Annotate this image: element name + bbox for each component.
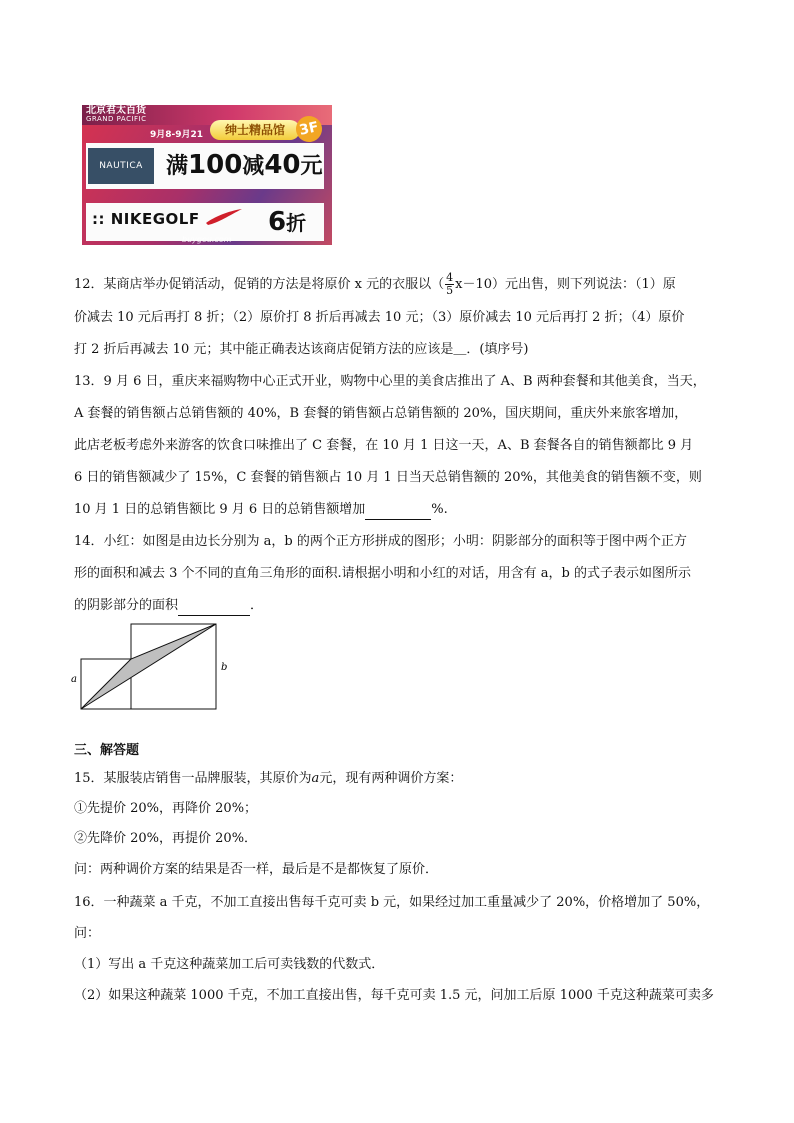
nautica-offer-text <box>166 149 323 183</box>
offer1-prefix: 满 <box>166 154 189 179</box>
store-name-en: GRAND PACIFIC <box>86 115 147 123</box>
q14-line-3 <box>74 597 724 616</box>
fraction-numerator: 4 <box>446 271 454 284</box>
q14-line-2: 形的面积和减去 3 个不同的直角三角形的面积.请根据小明和小红的对话，用含有 a，b 的式子表示如图所示 <box>74 566 692 581</box>
nautica-offer-panel <box>86 143 324 189</box>
offer2-suffix: 折 <box>286 211 307 235</box>
floor-badge: 3F <box>294 114 325 145</box>
offer1-amount: 100 <box>188 150 243 180</box>
q15-text-b: 元，现有两种调价方案： <box>319 771 463 786</box>
q15-text-a: 15．某服装店销售一品牌服装，其原价为 <box>74 771 312 786</box>
q13-line-1: 13．9 月 6 日，重庆来福购物中心正式开业，购物中心里的美食店推出了 A、B 两种套餐和其他美食，当天， <box>74 374 706 389</box>
q15-line-2: ①先提价 20%，再降价 20%； <box>74 801 258 816</box>
answer-blank <box>178 597 250 616</box>
store-name-cn: 北京君太百货 <box>86 105 146 116</box>
fraction-four-fifths <box>445 272 454 297</box>
q12-line-2: 价减去 10 元后再打 8 折；（2）原价打 8 折后再减去 10 元；（3）原价减去 10 元后再打 2 折；（4）原价 <box>74 310 685 325</box>
q16-line-3: （1）写出 a 千克这种蔬菜加工后可卖钱数的代数式． <box>74 957 385 972</box>
q16-line-4: （2）如果这种蔬菜 1000 千克，不加工直接出售，每千克可卖 1.5 元，问加工后原 1000 千克这种蔬菜可卖多 <box>74 988 714 1003</box>
q12-line-3: 打 2 折后再减去 10 元；其中能正确表达该商店促销方法的应该是＿．(填序号) <box>74 342 529 357</box>
q13-line-4: 6 日的销售额减少了 15%，C 套餐的销售额占 10 月 1 日当天总销售额的 20%，其他美食的销售额不变，则 <box>74 470 702 485</box>
promo-date: 9月8-9月21 <box>150 130 204 140</box>
label-b: b <box>221 662 228 673</box>
q15-line-4: 问：两种调价方案的结果是否一样，最后是不是都恢复了原价． <box>74 862 439 877</box>
shaded-triangle <box>81 624 216 709</box>
q13-line-3: 此店老板考虑外来游客的饮食口味推出了 C 套餐，在 10 月 1 日这一天，A、B 套餐各自的销售额都比 9 月 <box>74 438 694 453</box>
q12-text-a: 12．某商店举办促销活动，促销的方法是将原价 x 元的衣服以（ <box>74 277 445 292</box>
two-squares-figure <box>66 622 246 722</box>
q15-variable: a <box>311 771 320 786</box>
label-a: a <box>71 674 77 685</box>
nikegolf-offer-text <box>268 203 306 242</box>
q14-text: 的阴影部分的面积 <box>74 598 179 613</box>
q13-line-2: A 套餐的销售额占总销售额的 40%，B 套餐的销售额占总销售额的 20%，国庆期间，重庆外来旅客增加， <box>74 406 688 421</box>
answer-blank <box>365 501 431 520</box>
q12-text-b: x－10）元出售，则下列说法：（1）原 <box>455 277 676 292</box>
q14-line-1: 14．小红：如图是由边长分别为 a，b 的两个正方形拼成的图形；小明：阴影部分的面积等于图中两个正方 <box>74 534 687 549</box>
q16-line-1: 16．一种蔬菜 a 千克，不加工直接出售每千克可卖 b 元，如果经过加工重量减少了 20%，价格增加了 50%， <box>74 895 710 910</box>
q13-text-end: %. <box>431 502 448 517</box>
q13-text: 10 月 1 日的总销售额比 9 月 6 日的总销售额增加 <box>74 502 366 517</box>
swoosh-icon <box>204 207 244 227</box>
offer1-suffix: 元 <box>300 154 323 179</box>
offer2-number: 6 <box>268 207 287 237</box>
fraction-denominator: 5 <box>446 284 454 297</box>
section-title: 三、解答题 <box>74 743 140 758</box>
q15-line-1 <box>74 770 724 788</box>
offer1-discount: 40 <box>264 150 301 180</box>
nikegolf-logo: :: NIKEGOLF <box>92 210 200 228</box>
hall-name-badge: 绅士精品馆 <box>210 120 300 140</box>
q15-line-3: ②先降价 20%，再提价 20%． <box>74 831 258 846</box>
q14-text-end: ． <box>250 598 264 613</box>
offer1-mid: 减 <box>242 154 265 179</box>
promo-banner-image <box>82 105 332 245</box>
banner-watermark: buygou.com <box>182 235 232 244</box>
q16-line-2: 问： <box>74 926 101 941</box>
q12-line-1 <box>74 272 724 297</box>
nautica-logo: NAUTICA <box>88 148 154 184</box>
q13-line-5 <box>74 501 724 520</box>
